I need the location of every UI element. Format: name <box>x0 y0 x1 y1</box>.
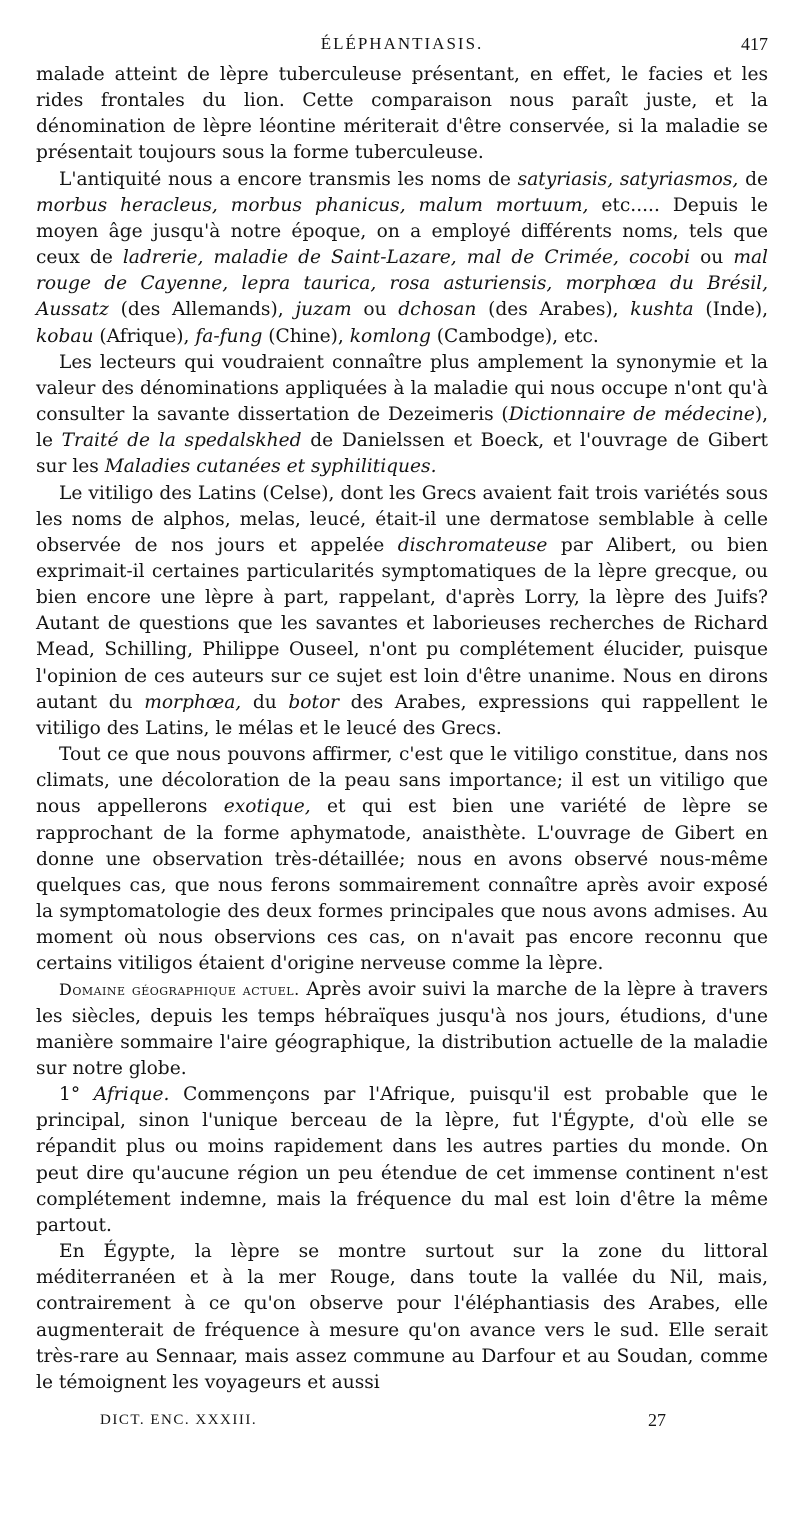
italic-term: komlong <box>349 325 431 347</box>
italic-term: Afrique. <box>93 1084 170 1106</box>
text-run: Les lecteurs qui voudraient connaître plus amplement la synonymie et la valeur des dénominations appliquées à la maladie qui nous occupe n'ont qu'à consulter la savante dissertation de Dezeimeris ( <box>36 351 768 426</box>
text-run: et qui est bien une variété de lèpre se rapprochant de la forme aphymatode, anaisthète. L'ouvrage de Gibert en donne une observation très-détaillée; nous en avons observé nous-même quelques cas, que nous ferons sommairement connaître après avoir exposé la symptomatologie des deux formes principales que nous avons admises. Au moment où nous observions ces cas, on n'avait pas encore reconnu que certains vitiligos étaient d'origine nerveuse comme la lèpre. <box>36 796 768 975</box>
text-run: du <box>241 691 289 713</box>
text-run: ou <box>690 247 734 269</box>
italic-term: Dictionnaire de médecine <box>508 404 755 426</box>
italic-term: dischromateuse <box>397 534 548 556</box>
italic-term: kushta <box>630 299 694 321</box>
italic-term: ladrerie, maladie de Saint-Lazare, mal de Crimée, cocobi <box>122 247 691 269</box>
italic-term: dchosan <box>398 299 477 321</box>
paragraph <box>36 167 768 350</box>
section-heading: Domaine géographique actuel. <box>59 980 300 1000</box>
italic-term: botor <box>288 691 340 713</box>
italic-term: Traité de la spedalskhed <box>61 430 302 452</box>
italic-term: kobau <box>36 325 94 347</box>
body-text <box>36 62 768 1396</box>
running-title: ÉLÉPHANTIASIS. <box>320 34 484 53</box>
italic-term: fa-fung <box>195 325 263 347</box>
running-head <box>36 30 768 62</box>
text-run: (Inde), <box>693 299 769 321</box>
text-run: En Égypte, la lèpre se montre surtout sur la zone du littoral méditerranéen et à la mer Rouge, dans toute la vallée du Nil, mais, contrairement à ce qu'on observe pour l'éléphantiasis des Arabes, elle augmenterait de fréquence à mesure qu'on avance vers le sud. Elle serait très-rare au Sennaar, mais assez commune au Darfour et au Soudan, comme le témoignent les voyageurs et aussi <box>36 1241 768 1393</box>
text-run: Tout ce que nous pouvons affirmer, c'est que le vitiligo constitue, dans nos climats, une décoloration de la peau sans importance; il est un vitiligo que nous appellerons <box>36 744 768 818</box>
paragraph <box>36 1239 768 1396</box>
paragraph <box>36 350 768 481</box>
text-run: (des Arabes), <box>476 299 631 321</box>
italic-term: satyriasis, satyriasmos, <box>517 168 739 190</box>
paragraph <box>36 977 768 1082</box>
italic-term: exotique, <box>223 796 311 818</box>
italic-term: mal rouge de Cayenne, lepra taurica, rosa asturiensis, morphœa du Brésil, Aussatz <box>36 247 768 321</box>
paragraph <box>36 742 768 977</box>
italic-term: juzam <box>295 299 352 321</box>
text-run: Le vitiligo des Latins (Celse), dont les Grecs avaient fait trois variétés sous les noms de alphos, melas, leucé, était-il une dermatose semblable à celle observée de nos jours et appelée <box>36 482 768 556</box>
book-page <box>36 30 768 1438</box>
text-run: ), le <box>36 404 768 452</box>
text-run: L'antiquité nous a encore transmis les noms de <box>59 168 518 190</box>
text-run: de Danielssen et Boeck, et l'ouvrage de Gibert sur les <box>36 430 768 478</box>
italic-term: morphœa, <box>144 691 242 713</box>
sheet-number: 27 <box>648 1409 666 1430</box>
text-run: des Arabes, expressions qui rappellent le vitiligo des Latins, le mélas et le leucé des Grecs. <box>36 691 768 739</box>
text-run: (Afrique), <box>93 325 196 347</box>
paragraph <box>36 1082 768 1239</box>
text-run: Commençons par l'Afrique, puisqu'il est probable que le principal, sinon l'unique berceau de la lèpre, fut l'Égypte, d'où elle se répandit plus ou moins rapidement dans les autres parties du monde. On peut dire qu'aucune région un peu étendue de cet immense continent n'est complétement indemne, mais la fréquence du mal est loin d'être la même partout. <box>36 1084 768 1236</box>
italic-term: morbus heracleus, morbus phanicus, malum mortuum, <box>36 194 589 216</box>
page-footer <box>36 1408 768 1438</box>
text-run: de <box>738 168 768 190</box>
text-run: par Alibert, ou bien exprimait-il certaines particularités symptomatiques de la lèpre grecque, ou bien encore une lèpre à part, rappelant, d'après Lorry, la lèpre des Juifs? Autant de questions que les savantes et laborieuses recherches de Richard Mead, Schilling, Philippe Ouseel, n'ont pu complétement élucider, puisque l'opinion de ces auteurs sur ce sujet est loin d'être unanime. Nous en dirons autant du <box>36 534 769 713</box>
text-run: Après avoir suivi la marche de la lèpre à travers les siècles, depuis les temps hébraïques jusqu'à nos jours, étudions, d'une manière sommaire l'aire géographique, la distribution actuelle de la maladie sur notre globe. <box>36 979 768 1079</box>
paragraph <box>36 481 768 743</box>
text-run: (des Allemands), <box>108 299 296 321</box>
signature-mark: DICT. ENC. XXXIII. <box>100 1411 258 1428</box>
text-run: malade atteint de lèpre tuberculeuse présentant, en effet, le facies et les rides frontales du lion. Cette comparaison nous paraît juste, et la dénomination de lèpre léontine mériterait d'être conservée, si la maladie se présentait toujours sous la forme tuberculeuse. <box>36 64 768 164</box>
text-run: ou <box>351 299 399 321</box>
paragraph <box>36 62 768 167</box>
italic-term: Maladies cutanées et syphilitiques. <box>104 456 437 478</box>
text-run: 1° <box>59 1084 94 1106</box>
text-run: (Chine), <box>262 325 350 347</box>
text-run: etc..... Depuis le moyen âge jusqu'à notre époque, on a employé différents noms, tels que ceux de <box>36 194 768 269</box>
text-run: (Cambodge), etc. <box>430 325 599 347</box>
page-number: 417 <box>741 34 768 54</box>
